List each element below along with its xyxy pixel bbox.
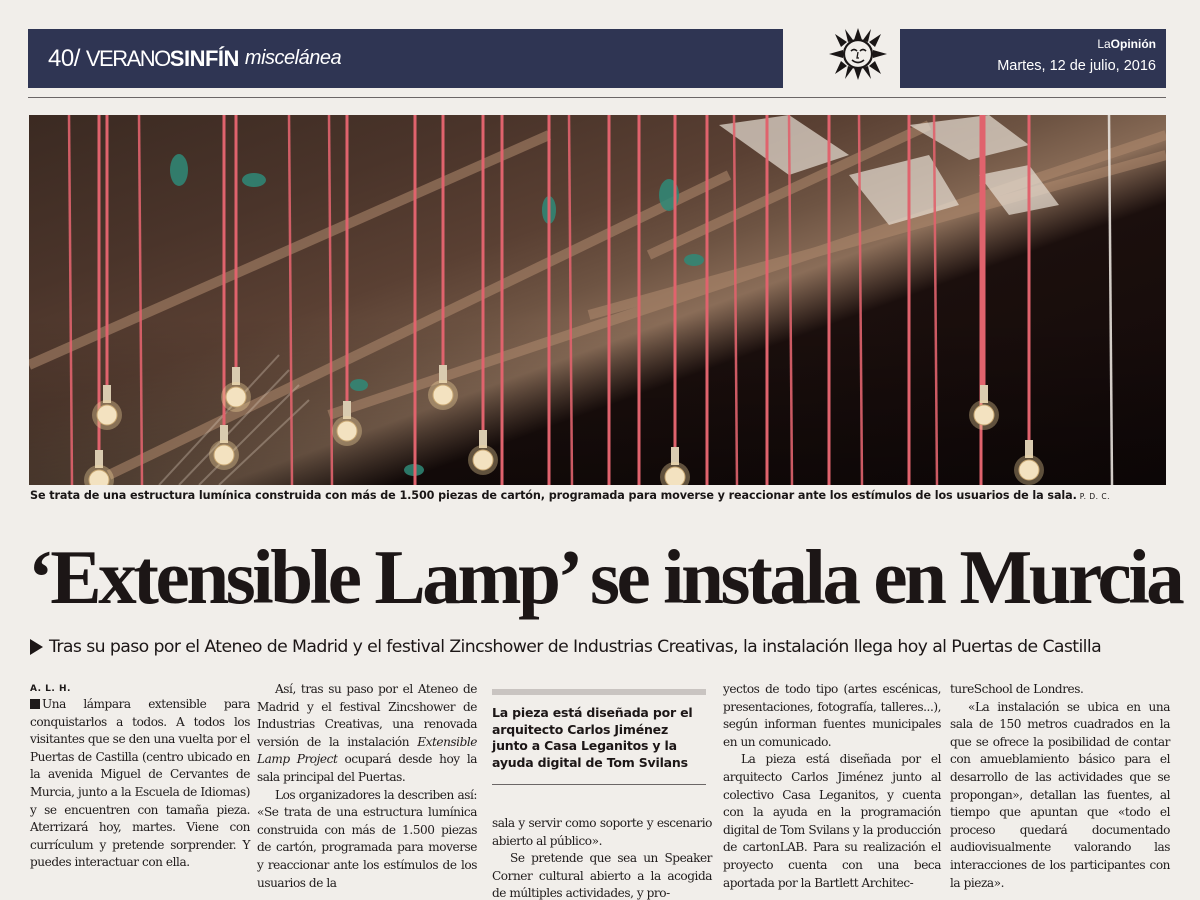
hanging-lamps-illustration xyxy=(29,115,1166,485)
paragraph: tureSchool de Londres. xyxy=(950,682,1084,696)
paragraph: yectos de todo tipo (artes escénicas, presentaciones, fotografía, talleres...), según informan fuentes municipales en un comunicado. xyxy=(723,682,941,749)
paragraph: Se pretende que sea un Speaker Corner cultural abierto a la acogida de múltiples actividades, y pro- xyxy=(492,851,712,900)
paragraph xyxy=(257,681,477,787)
byline: A. L. H. xyxy=(30,684,71,694)
article-column-2 xyxy=(257,681,477,892)
square-bullet-icon xyxy=(30,699,40,709)
newspaper-masthead xyxy=(900,29,1166,88)
section-name-verano: VERANO xyxy=(85,45,170,71)
article-headline: ‘Extensible Lamp’ se instala en Murcia xyxy=(28,534,1182,620)
article-column-5 xyxy=(950,681,1170,892)
caption-text: Se trata de una estructura lumínica construida con más de 1.500 piezas de cartón, programada para moverse y reaccionar ante los estímulos de los usuarios de la sala. xyxy=(30,489,1077,502)
paragraph-text: ocupará desde hoy la sala principal del Puertas. xyxy=(257,752,477,784)
article-column-1 xyxy=(30,683,250,872)
section-subname: miscelánea xyxy=(244,47,342,69)
paragraph: sala y servir como soporte y escenario abierto al público». xyxy=(492,816,712,848)
paragraph: «La instalación se ubica en una sala de 150 metros cuadrados en la que se ofrece la posibilidad de contar con amueblamiento básico para el desarrollo de las actividades que se propongan», detallan las fuentes, al tiempo que apuntan que «todo el proceso quedará documentado audiovisualmente valorando las interacciones de los participantes con la pieza». xyxy=(950,699,1170,890)
header-divider xyxy=(28,97,1166,98)
publication-date: Martes, 12 de julio, 2016 xyxy=(997,58,1156,74)
article-column-3 xyxy=(492,815,712,900)
brand-name: Opinión xyxy=(1110,37,1156,51)
paragraph-text: Una lámpara extensible para conquistarlos a todos. A todos los visitantes que se den una vuelta por el Puertas de Castilla (centro ubicado en la avenida Miguel de Cervantes de Murcia, junto a la Escuela de Idiomas) y se encuentren con tamaña pieza. Aterrizará hoy, martes. Viene con currículum y pretende sorprender. Y puedes interactuar con ella. xyxy=(30,697,250,870)
brand-prefix: La xyxy=(1097,37,1111,51)
paragraph: Los organizadores la describen así: «Se trata de una estructura lumínica construida con más de 1.500 piezas de cartón, programada para moverse y reaccionar ante los estímulos de los usuarios de la xyxy=(257,787,477,890)
pull-quote: La pieza está diseñada por el arquitecto Carlos Jiménez junto a Casa Leganitos y la ayuda digital de Tom Svilans xyxy=(492,689,706,785)
sun-face-icon xyxy=(825,28,891,80)
section-header-bar xyxy=(28,29,783,88)
article-subheadline xyxy=(30,637,1175,657)
newspaper-brand xyxy=(900,37,1156,51)
subheadline-text: Tras su paso por el Ateneo de Madrid y el festival Zincshower de Industrias Creativas, la instalación llega hoy al Puertas de Castilla xyxy=(49,637,1102,657)
paragraph: La pieza está diseñada por el arquitecto Carlos Jiménez junto al colectivo Casa Leganitos, y cuenta con la ayuda en la programación digital de Tom Svilans y la producción de cartonLAB. Para su realización el proyecto cuenta con una beca aportada por la Bartlett Architec- xyxy=(723,752,941,890)
triangle-bullet-icon xyxy=(30,639,43,655)
page-number: 40/ xyxy=(48,44,80,72)
photo-credit: P. D. C. xyxy=(1079,492,1111,501)
article-photo xyxy=(29,115,1166,485)
installation-title: Extensible Lamp Project xyxy=(257,734,477,767)
section-name-sinfin: SINFÍN xyxy=(169,45,239,71)
article-column-4 xyxy=(723,681,941,892)
paragraph-text: Así, tras su paso por el Ateneo de Madrid y el festival Zincshower de Industrias Creativas, una renovada versión de la instalación xyxy=(257,682,477,749)
photo-caption xyxy=(30,489,1170,502)
paragraph xyxy=(30,696,250,872)
